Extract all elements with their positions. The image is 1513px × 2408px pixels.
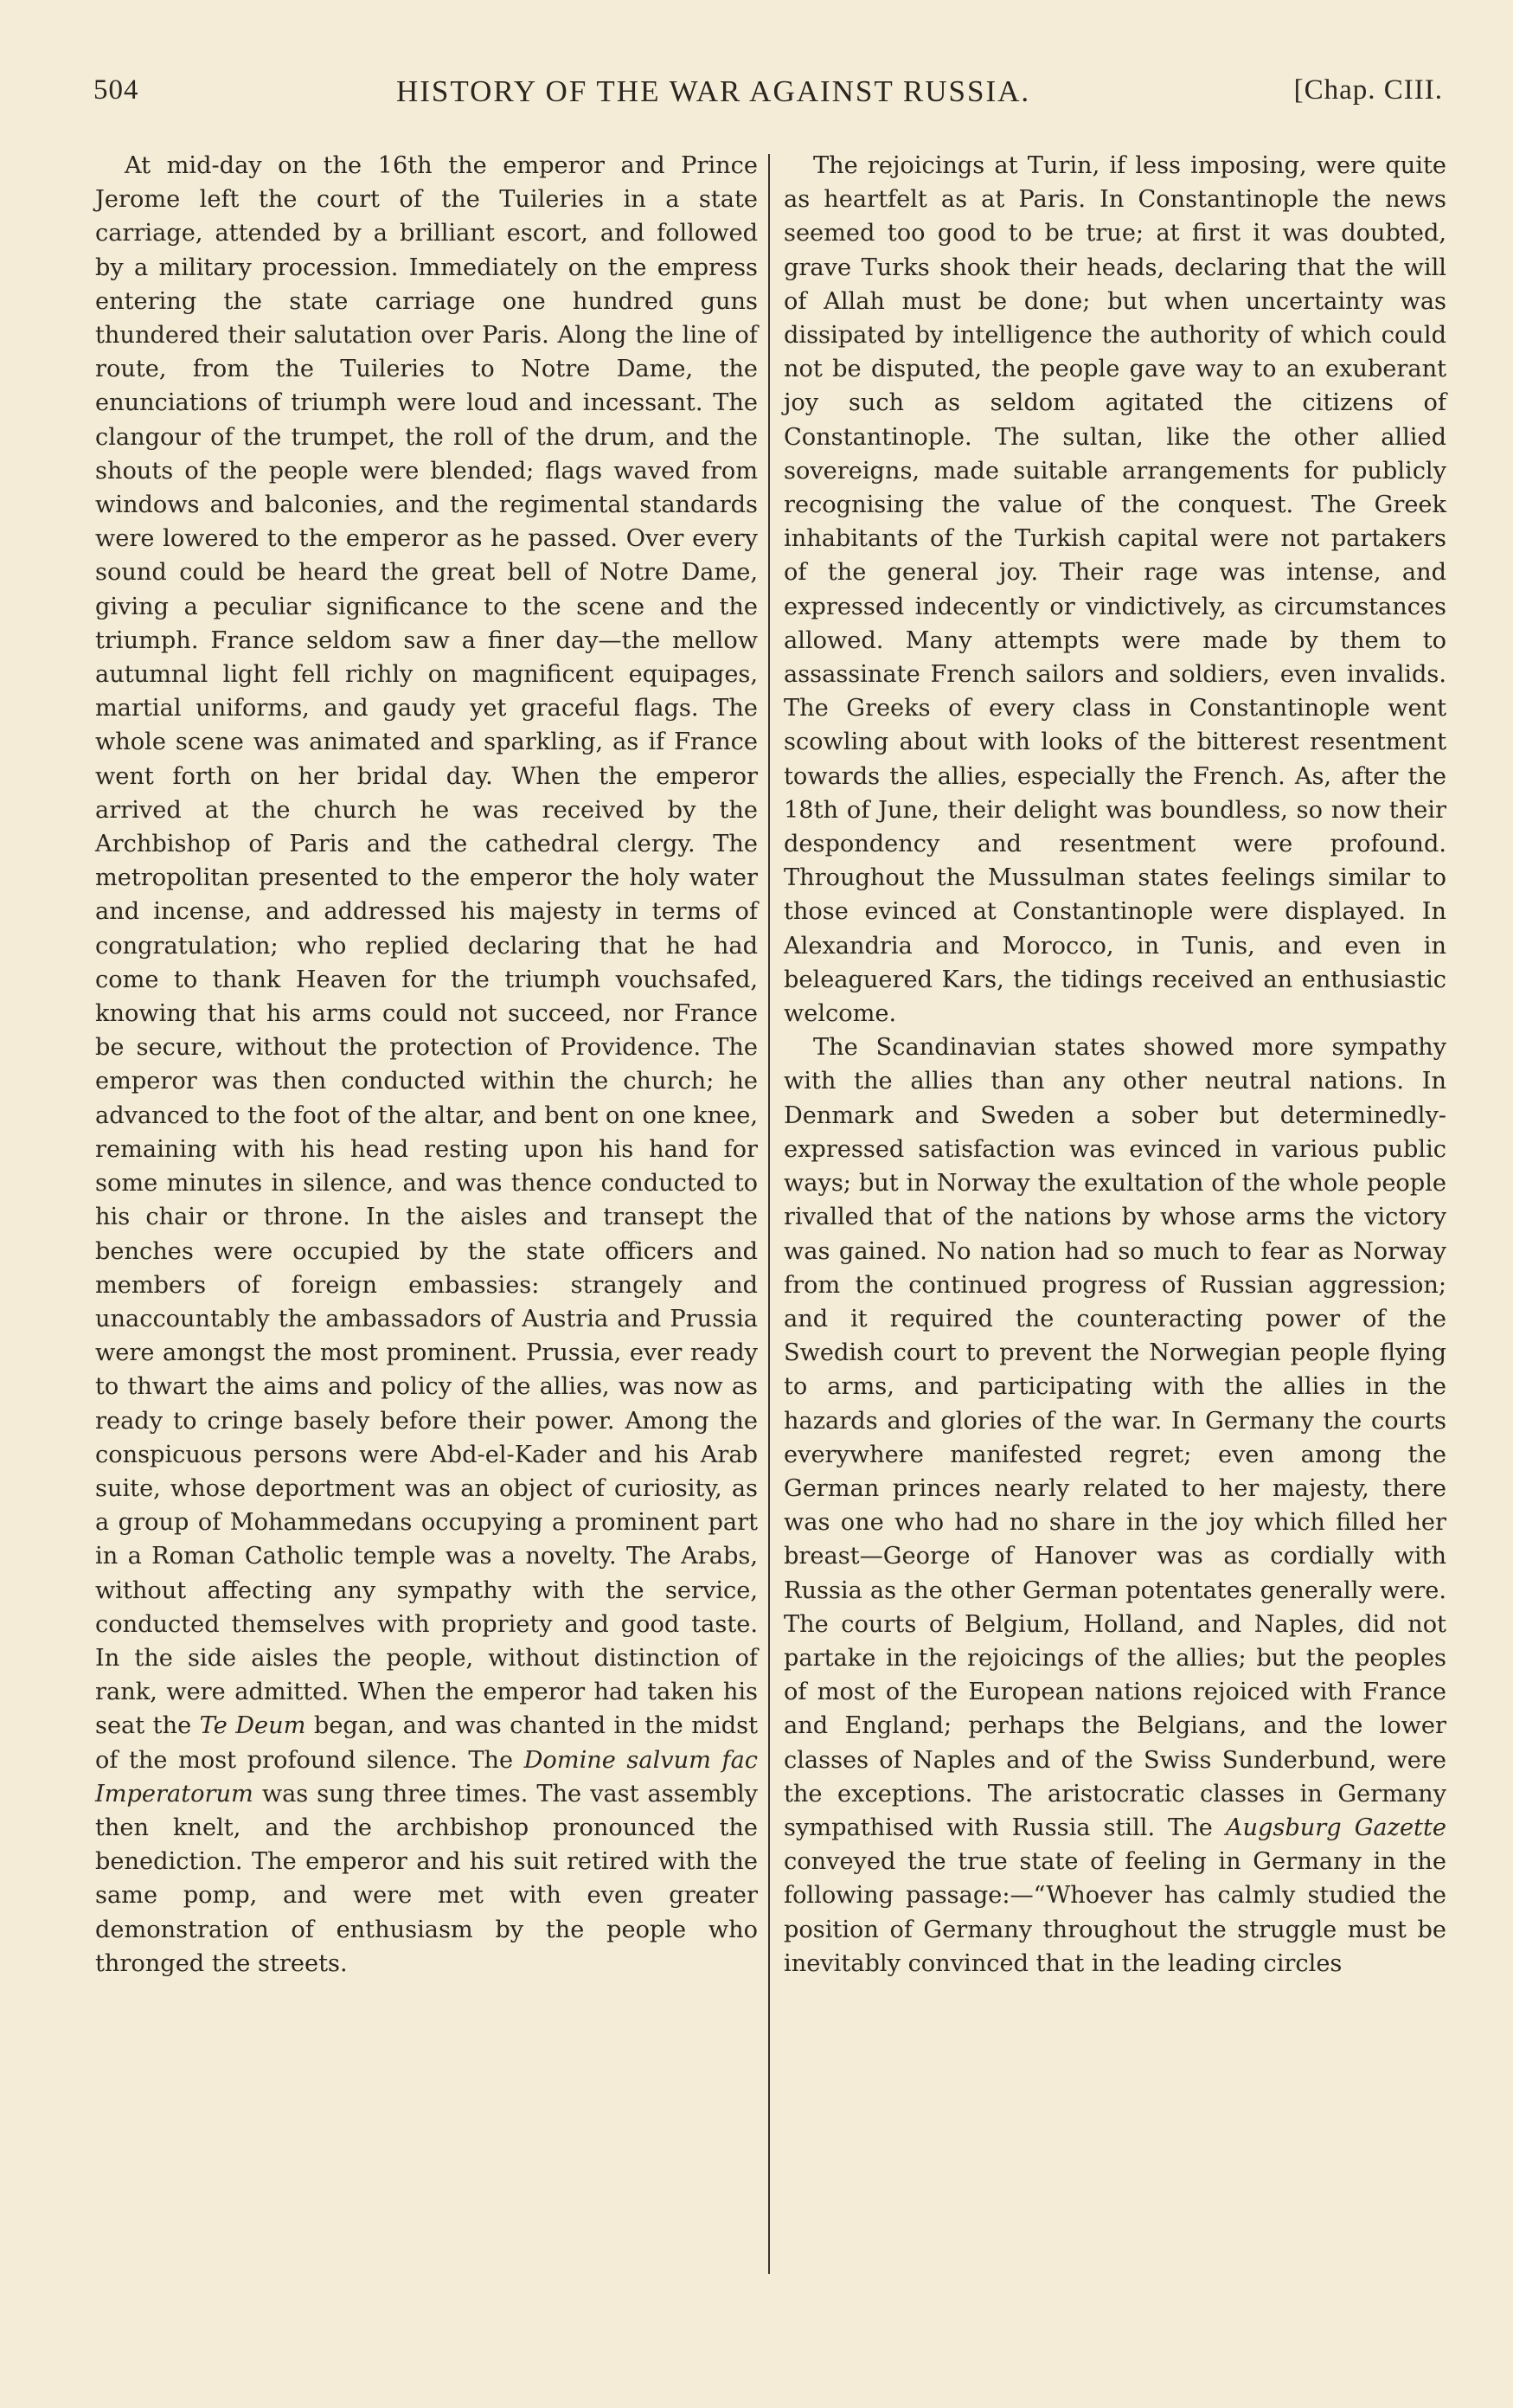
chapter-reference: [Chap. CIII.	[1293, 74, 1443, 106]
italic-augsburg-gazette: Augsburg Gazette	[1225, 1814, 1446, 1841]
running-title: HISTORY OF THE WAR AGAINST RUSSIA.	[396, 74, 1031, 108]
paragraph-emperor-procession	[95, 149, 758, 1981]
page-header	[93, 74, 1443, 126]
paragraph-rejoicings: The rejoicings at Turin, if less imposing, were quite as heartfelt as at Paris. In Constantinople the news seemed too good to be true; at first it was doubted, grave Turks shook their heads, declaring that the will of Allah must be done; but when uncertainty was dissipated by intelligence the authority of which could not be disputed, the people gave way to an exuberant joy such as seldom agitated the citizens of Constantinople. The sultan, like the other allied sovereigns, made suitable arrangements for publicly recognising the value of the conquest. The Greek inhabitants of the Turkish capital were not partakers of the general joy. Their rage was intense, and expressed indecently or vindictively, as circumstances allowed. Many attempts were made by them to assassinate French sailors and soldiers, even invalids. The Greeks of every class in Constantinople went scowling about with looks of the bitterest resentment towards the allies, especially the French. As, after the 18th of June, their delight was boundless, so now their despondency and resentment were profound. Throughout the Mussulman states feelings similar to those evinced at Constantinople were displayed. In Alexandria and Morocco, in Tunis, and even in beleaguered Kars, the tidings received an enthusiastic welcome.	[784, 152, 1446, 1028]
column-divider	[768, 154, 770, 2274]
paragraph-text: At mid-day on the 16th the emperor and Prince Jerome left the court of the Tuileries in a state carriage, attended by a brilliant escort, and followed by a military procession. Immediately on the empress entering the state carriage one hundred guns thundered their salutation over Paris. Along the line of route, from the Tuileries to Notre Dame, the enunciations of triumph were loud and incessant. The clangour of the trumpet, the roll of the drum, and the shouts of the people were blended; flags waved from windows and balconies, and the regimental standards were lowered to the emperor as he passed. Over every sound could be heard the great bell of Notre Dame, giving a peculiar significance to the scene and the triumph. France seldom saw a finer day—the mellow autumnal light fell richly on magnificent equipages, martial uniforms, and gaudy yet graceful flags. The whole scene was animated and sparkling, as if France went forth on her bridal day. When the emperor arrived at the church he was received by the Archbishop of Paris and the cathedral clergy. The metropolitan presented to the emperor the holy water and incense, and addressed his majesty in terms of congratulation; who replied declaring that he had come to thank Heaven for the triumph vouchsafed, knowing that his arms could not succeed, nor France be secure, without the protection of Providence. The emperor was then conducted within the church; he advanced to the foot of the altar, and bent on one knee, remaining with his head resting upon his hand for some minutes in silence, and was thence conducted to his chair or throne. In the aisles and transept the benches were occupied by the state officers and members of foreign embassies: strangely and unaccountably the ambassadors of Austria and Prussia were amongst the most prominent. Prussia, ever ready to thwart the aims and policy of the allies, was now as ready to cringe basely before their power. Among the conspicuous persons were Abd-el-Kader and his Arab suite, whose deportment was an object of curiosity, as a group of Mohammedans occupying a prominent part in a Roman Catholic temple was a novelty. The Arabs, without affecting any sympathy with the service, conducted themselves with propriety and good taste. In the side aisles the people, without distinction of rank, were admitted. When the emperor had taken his seat the	[95, 152, 758, 1740]
italic-domine-salvum: Domine salvum fac Imperatorum	[95, 1746, 758, 1808]
italic-te-deum: Te Deum	[199, 1712, 306, 1740]
paragraph-text: The Scandinavian states showed more sympathy with the allies than any other neutral nations. In Denmark and Sweden a sober but determinedly-expressed satisfaction was evinced in various public ways; but in Norway the exultation of the whole people rivalled that of the nations by whose arms the victory was gained. No nation had so much to fear as Norway from the continued progress of Russian aggression; and it required the counteracting power of the Swedish court to prevent the Norwegian people flying to arms, and participating with the allies in the hazards and glories of the war. In Germany the courts everywhere manifested regret; even among the German princes nearly related to her majesty, there was one who had no share in the joy which filled her breast—George of Hanover was as cordially with Russia as the other German potentates generally were. The courts of Belgium, Holland, and Naples, did not partake in the rejoicings of the allies; but the peoples of most of the European nations rejoiced with France and England; perhaps the Belgians, and the lower classes of Naples and of the Swiss Sunderbund, were the exceptions. The aristocratic classes in Germany sympathised with Russia still. The	[784, 1034, 1446, 1841]
left-column	[95, 149, 758, 1981]
paragraph-text: was sung three times. The vast assembly then knelt, and the archbishop pronounced the benediction. The emperor and his suit retired with the same pomp, and were met with even greater demonstration of enthusiasm by the people who thronged the streets.	[95, 1780, 758, 1977]
page-number: 504	[93, 74, 139, 106]
paragraph-text: conveyed the true state of feeling in Germany in the following passage:—“Whoever has calmly studied the position of Germany throughout the struggle must be inevitably convinced that in the leading circles	[784, 1848, 1446, 1977]
paragraph-text: began, and was chanted in the midst of the most profound silence. The	[95, 1712, 758, 1774]
right-column	[784, 149, 1446, 1981]
paragraph-scandinavian-states	[784, 1031, 1446, 1981]
